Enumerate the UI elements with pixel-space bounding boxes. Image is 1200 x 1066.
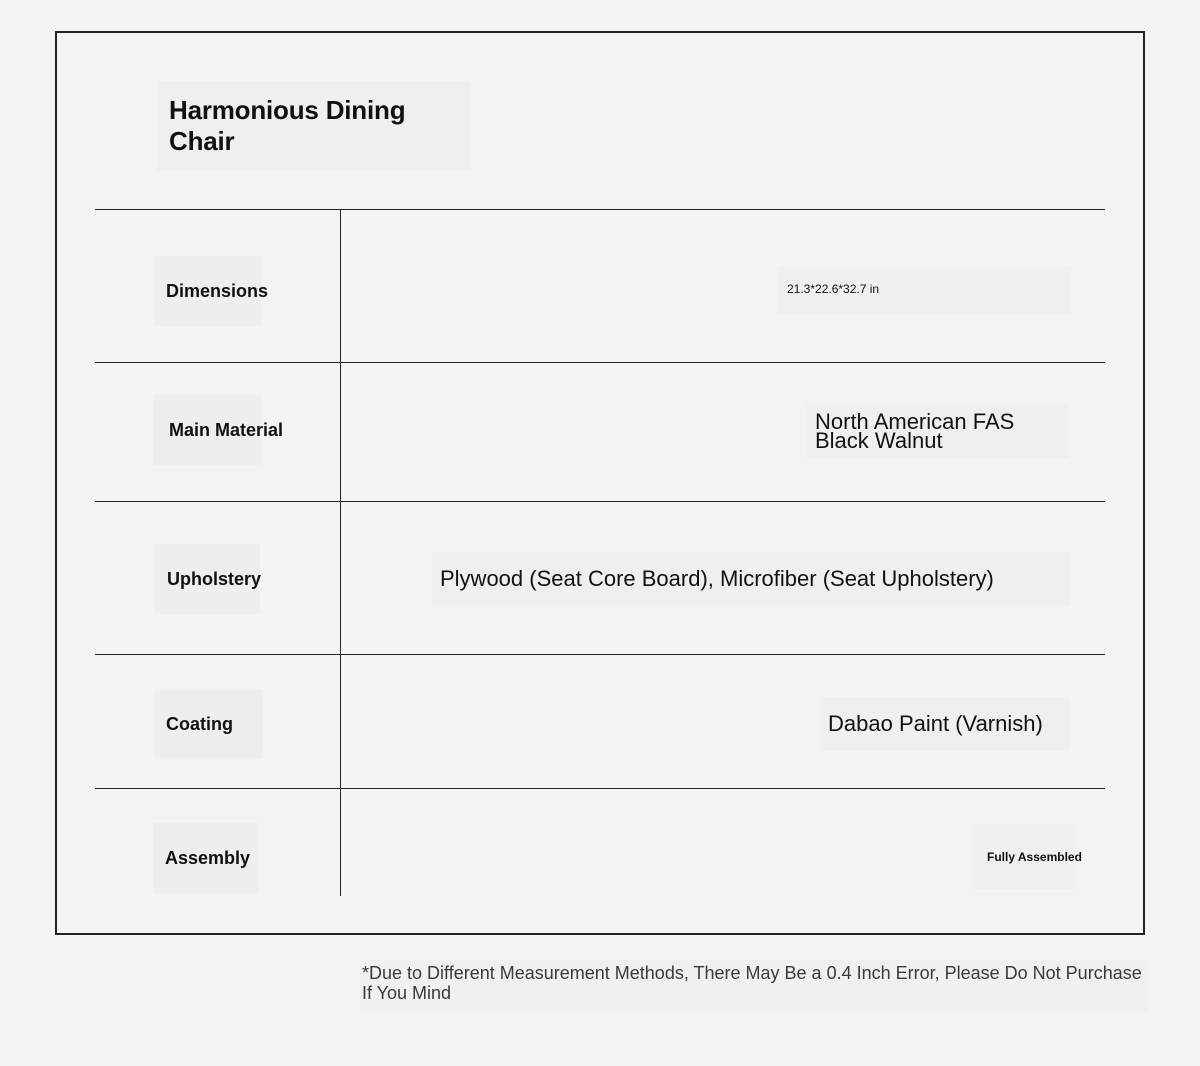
label-box [153,395,284,465]
column-divider [340,789,341,896]
label-box [153,823,259,893]
disclaimer-note: *Due to Different Measurement Methods, There May Be a 0.4 Inch Error, Please Do Not Purchase If You Mind [362,963,1142,1003]
disclaimer-box [360,960,1148,1012]
column-divider [340,363,341,501]
spec-label-dimensions: Dimensions [166,280,269,301]
label-box [154,544,260,614]
spec-row-coating [95,654,1105,788]
value-box [972,824,1082,889]
label-box [155,256,269,326]
title-box [157,81,471,171]
spec-value-main-material: North American FAS Black Walnut [815,408,1015,453]
spec-value-dimensions: 21.3*22.6*32.7 in [787,282,880,296]
spec-label-main-material: Main Material [169,419,284,440]
column-divider [340,502,341,654]
value-box [820,697,1070,751]
spec-label-assembly: Assembly [165,847,251,868]
column-divider [340,210,341,362]
column-divider [340,655,341,788]
spec-row-main-material [95,362,1105,501]
spec-table [95,209,1105,896]
spec-value-coating: Dabao Paint (Varnish) [828,711,1043,736]
spec-row-dimensions [95,209,1105,362]
spec-label-upholstery: Upholstery [167,568,262,589]
spec-row-assembly [95,788,1105,896]
value-box [807,403,1069,458]
value-box [777,267,1071,315]
label-box [155,689,263,759]
product-title: Harmonious Dining Chair [169,95,406,156]
spec-label-coating: Coating [166,713,233,734]
spec-value-assembly: Fully Assembled [987,849,1082,864]
spec-value-upholstery: Plywood (Seat Core Board), Microfiber (Seat Upholstery) [440,566,994,591]
spec-row-upholstery [95,501,1105,654]
value-box [432,552,1070,606]
spec-card [55,31,1145,935]
